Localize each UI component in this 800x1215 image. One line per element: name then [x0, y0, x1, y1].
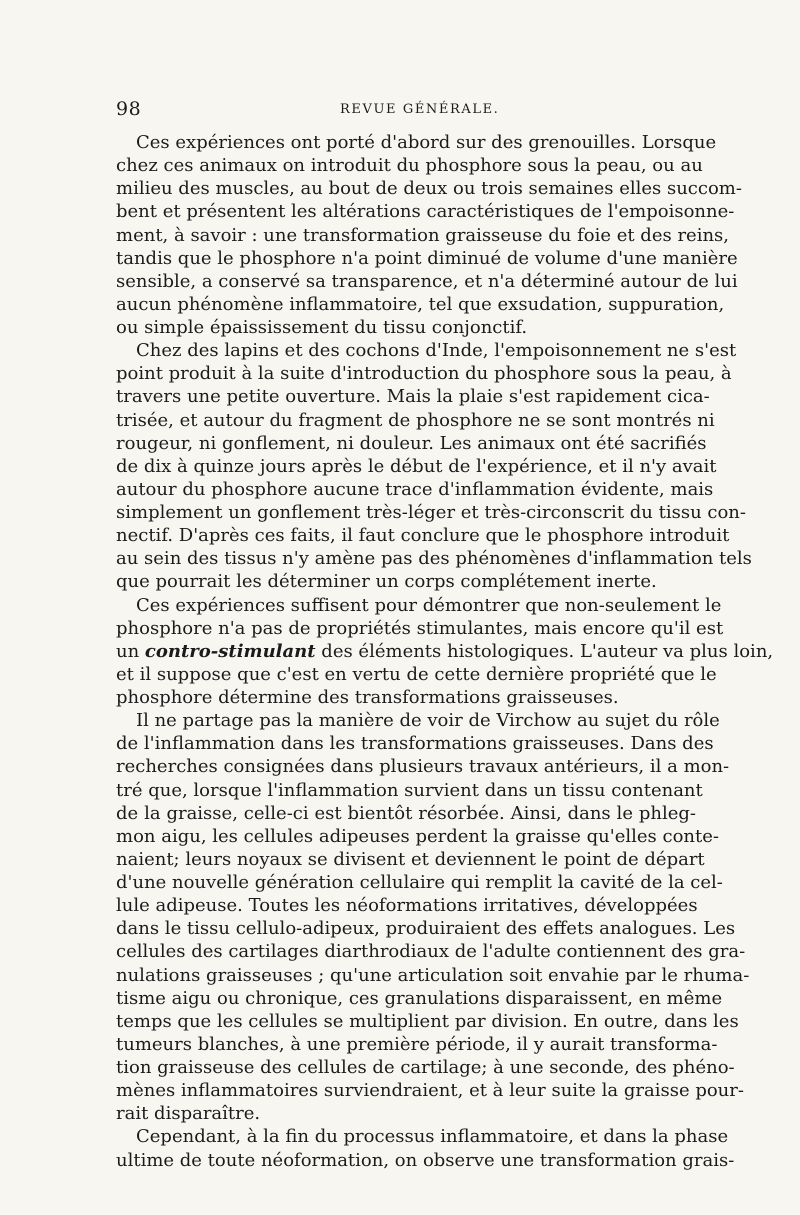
page-header: [116, 98, 696, 122]
text-line: nectif. D'après ces faits, il faut conclure que le phosphore introduit: [116, 525, 730, 547]
text-fragment: un: [116, 640, 145, 662]
text-line: et il suppose que c'est en vertu de cette dernière propriété que le: [116, 663, 717, 685]
text-line: [116, 640, 774, 663]
text-line: Ces expériences suffisent pour démontrer que non-seulement le: [136, 594, 722, 616]
text-line: trisée, et autour du fragment de phosphore ne se sont montrés ni: [116, 409, 715, 431]
text-line: phosphore n'a pas de propriétés stimulantes, mais encore qu'il est: [116, 617, 724, 639]
text-line: tisme aigu ou chronique, ces granulations disparaissent, en même: [116, 987, 723, 1009]
text-line: aucun phénomène inflammatoire, tel que exsudation, suppuration,: [116, 293, 725, 315]
text-line: de la graisse, celle-ci est bientôt résorbée. Ainsi, dans le phleg-: [116, 802, 696, 824]
text-line: de dix à quinze jours après le début de l'expérience, et il n'y avait: [116, 455, 717, 477]
text-line: que pourrait les déterminer un corps complétement inerte.: [116, 571, 657, 593]
text-line: rait disparaître.: [116, 1103, 261, 1125]
running-title: REVUE GÉNÉRALE.: [340, 102, 500, 117]
text-line: Chez des lapins et des cochons d'Inde, l'empoisonnement ne s'est: [136, 340, 737, 362]
text-line: phosphore détermine des transformations graisseuses.: [116, 687, 619, 708]
text-line: bent et présentent les altérations caractéristiques de l'empoisonne-: [116, 201, 735, 223]
text-line: Cependant, à la fin du processus inflammatoire, et dans la phase: [136, 1126, 729, 1148]
page-number: 98: [116, 98, 142, 120]
text-line: tré que, lorsque l'inflammation survient dans un tissu contenant: [116, 779, 703, 801]
text-line: simplement un gonflement très-léger et très-circonscrit du tissu con-: [116, 502, 746, 523]
text-line: tumeurs blanches, à une première période, il y aurait transforma-: [116, 1033, 718, 1055]
text-line: milieu des muscles, au bout de deux ou trois semaines elles succom-: [116, 178, 742, 200]
text-line: temps que les cellules se multiplient par division. En outre, dans les: [116, 1010, 739, 1032]
text-line: Ces expériences ont porté d'abord sur des grenouilles. Lorsque: [136, 132, 717, 153]
text-line: mon aigu, les cellules adipeuses perdent la graisse qu'elles conte-: [116, 825, 719, 847]
text-line: ultime de toute néoformation, on observe une transformation grais-: [116, 1149, 735, 1171]
text-line: tandis que le phosphore n'a point diminué de volume d'une manière: [116, 247, 738, 269]
text-line: ment, à savoir : une transformation graisseuse du foie et des reins,: [116, 224, 730, 246]
text-line: travers une petite ouverture. Mais la plaie s'est rapidement cica-: [116, 386, 710, 408]
body-text: [116, 131, 774, 1172]
text-line: dans le tissu cellulo-adipeux, produiraient des effets analogues. Les: [116, 918, 736, 940]
text-line: cellules des cartilages diarthrodiaux de l'adulte contiennent des gra-: [116, 941, 746, 963]
text-line: au sein des tissus n'y amène pas des phénomènes d'inflammation tels: [116, 548, 752, 570]
text-fragment: des éléments histologiques. L'auteur va plus loin,: [315, 640, 774, 662]
text-line: ou simple épaississement du tissu conjonctif.: [116, 317, 528, 338]
text-line: nulations graisseuses ; qu'une articulation soit envahie par le rhuma-: [116, 964, 750, 986]
italic-term: contro-stimulant: [144, 640, 316, 662]
text-line: Il ne partage pas la manière de voir de Virchow au sujet du rôle: [136, 710, 720, 732]
text-line: chez ces animaux on introduit du phosphore sous la peau, ou au: [116, 155, 703, 177]
text-line: d'une nouvelle génération cellulaire qui remplit la cavité de la cel-: [116, 872, 723, 893]
text-line: point produit à la suite d'introduction du phosphore sous la peau, à: [116, 363, 732, 385]
text-line: naient; leurs noyaux se divisent et deviennent le point de départ: [116, 848, 705, 870]
text-line: autour du phosphore aucune trace d'inflammation évidente, mais: [116, 478, 714, 500]
text-line: rougeur, ni gonflement, ni douleur. Les animaux ont été sacrifiés: [116, 432, 707, 454]
text-line: mènes inflammatoires surviendraient, et à leur suite la graisse pour-: [116, 1080, 744, 1102]
text-line: recherches consignées dans plusieurs travaux antérieurs, il a mon-: [116, 756, 730, 778]
text-line: sensible, a conservé sa transparence, et n'a déterminé autour de lui: [116, 270, 738, 292]
text-line: tion graisseuse des cellules de cartilage; à une seconde, des phéno-: [116, 1057, 735, 1078]
text-line: lule adipeuse. Toutes les néoformations irritatives, développées: [116, 895, 698, 917]
text-line: de l'inflammation dans les transformations graisseuses. Dans des: [116, 733, 714, 755]
